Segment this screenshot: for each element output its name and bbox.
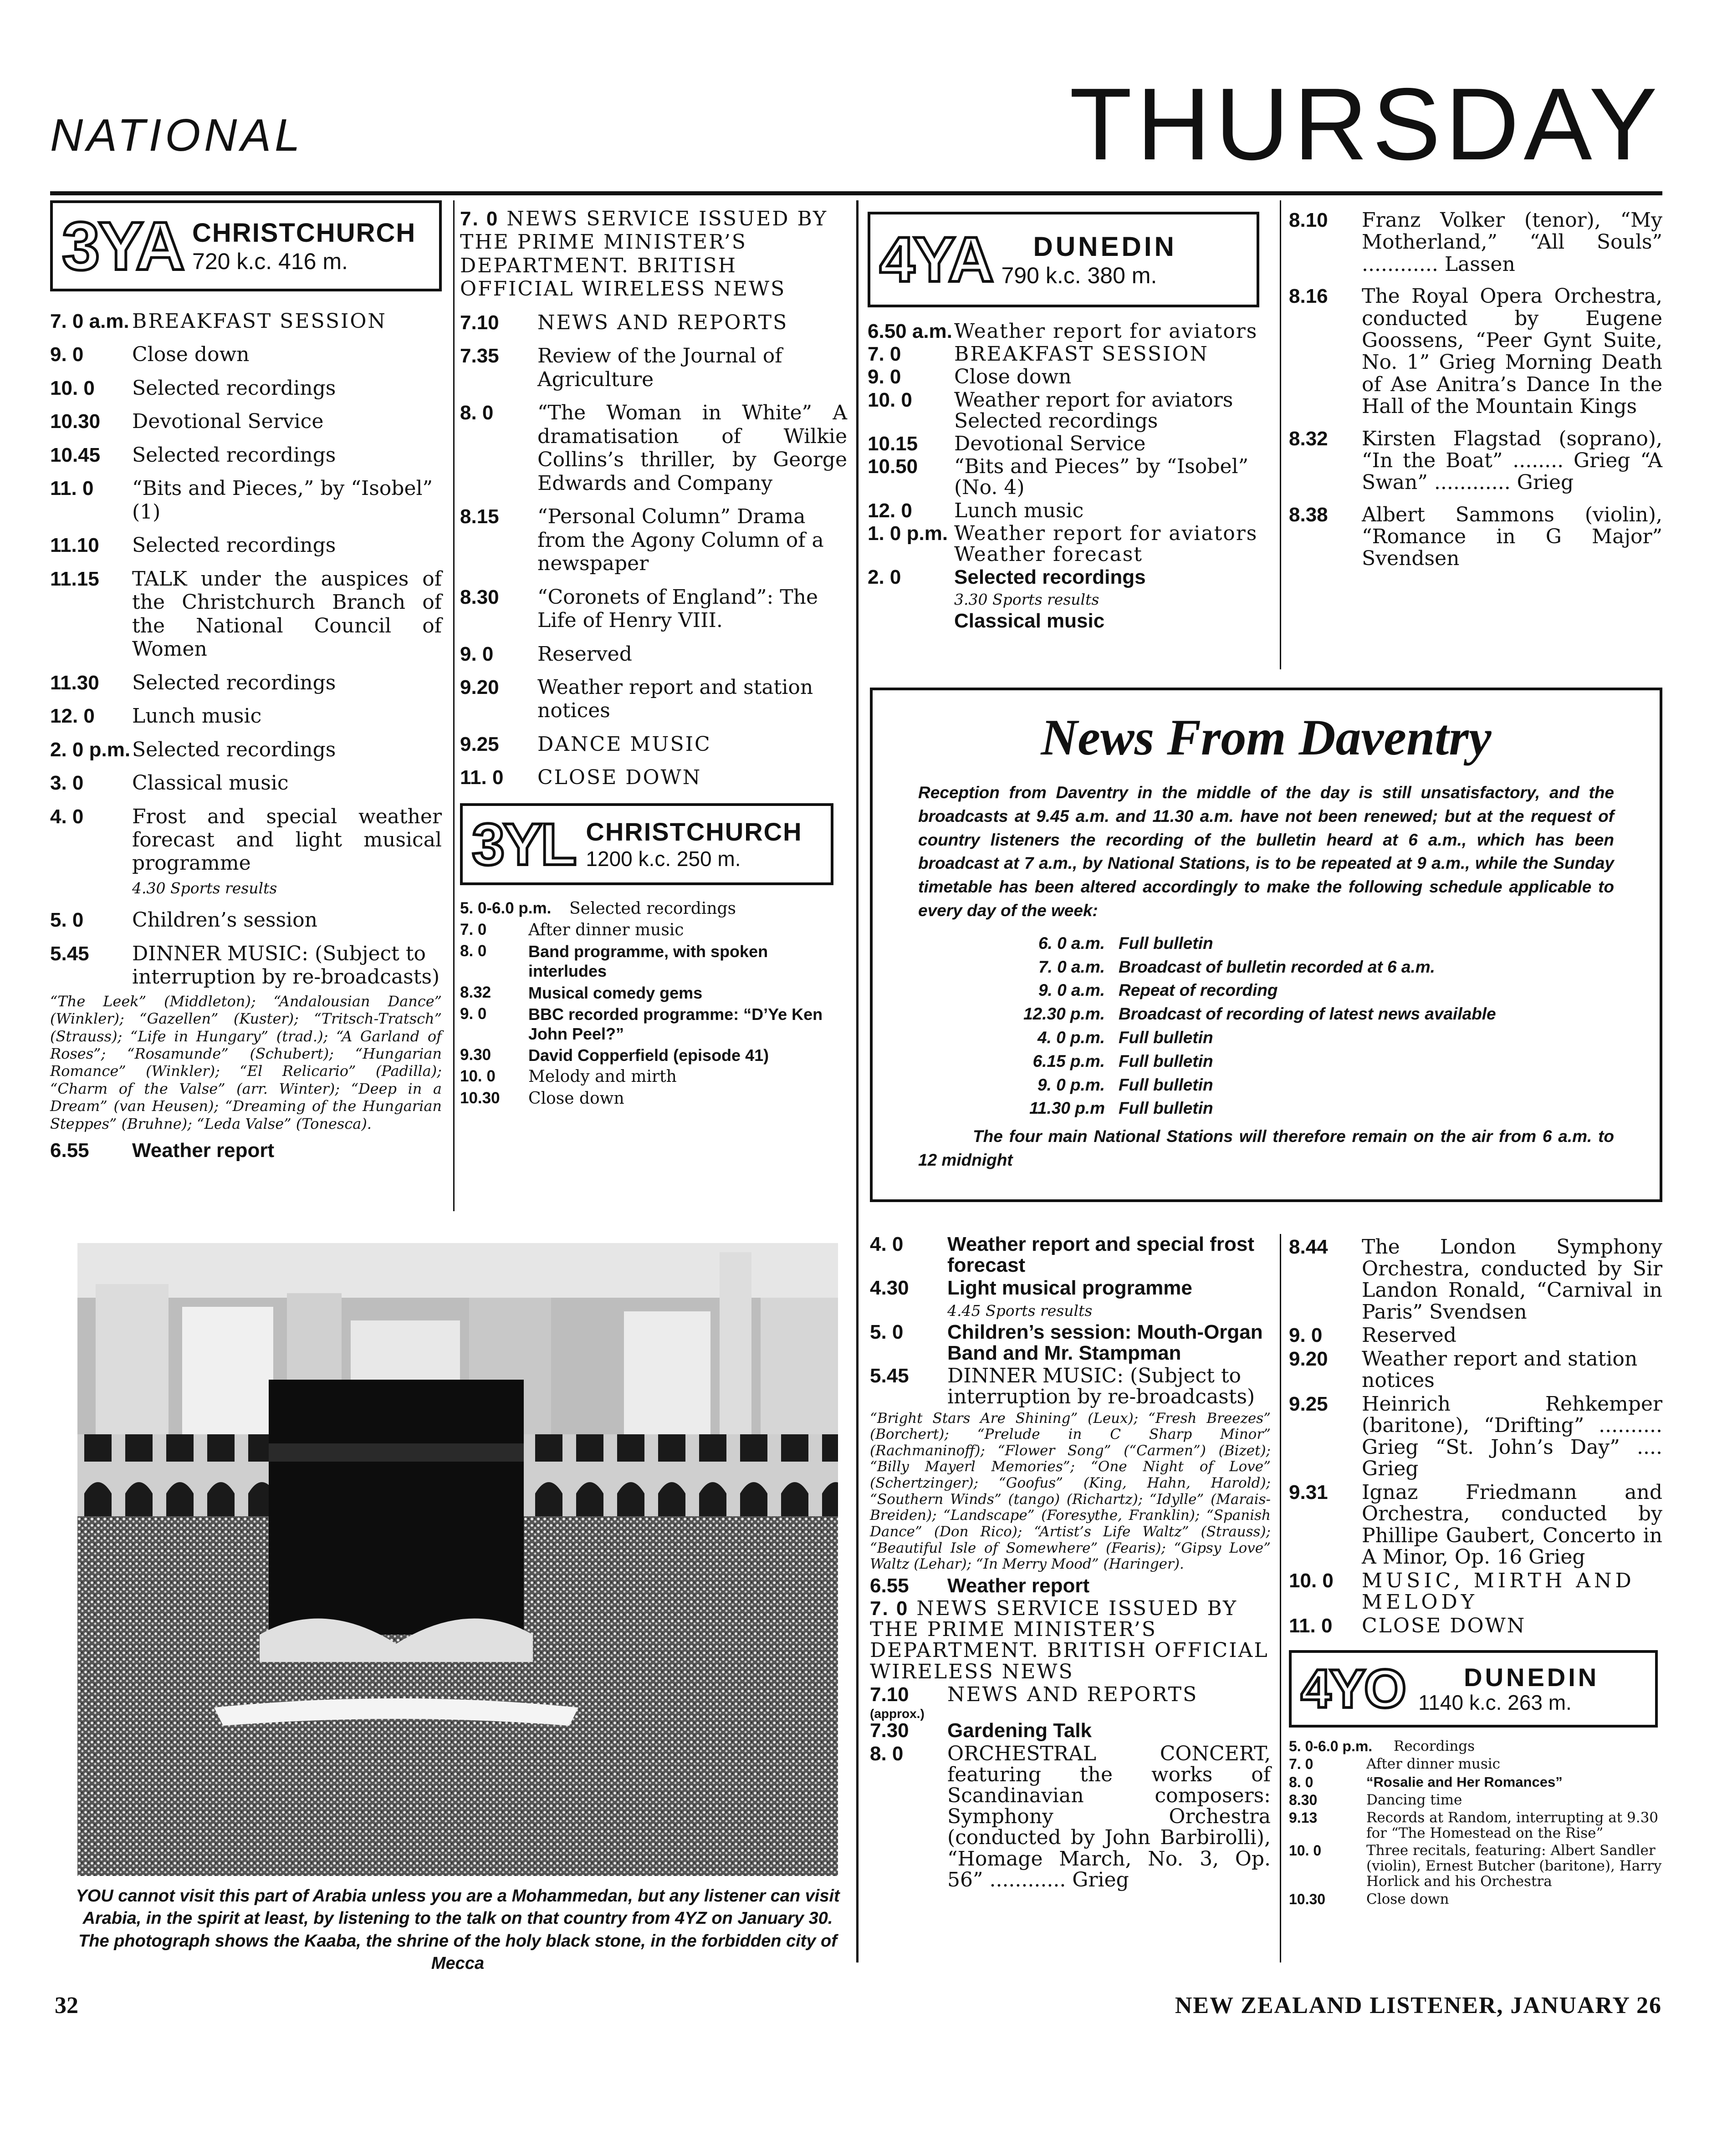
time: 8.32 (460, 983, 491, 1001)
program: NEWS SERVICE ISSUED BY THE PRIME MINISTER’S DEPARTMENT. BRITISH OFFICIAL WIRELESS NEWS (870, 1597, 1269, 1683)
program: Close down (1366, 1891, 1449, 1907)
time: 7. 0 (460, 208, 499, 230)
time: 10.15 (868, 432, 918, 455)
program: Recordings (1394, 1738, 1475, 1755)
time: 10.30 (1289, 1891, 1326, 1907)
column-rule (453, 200, 455, 1211)
program: BREAKFAST SESSION (132, 310, 387, 333)
time: 3. 0 (50, 772, 84, 795)
news-time: 11.30 p.m (1029, 1099, 1105, 1118)
news-item: Broadcast of bulletin recorded at 6 a.m. (1119, 957, 1435, 976)
column-rule (856, 1211, 859, 1962)
time: 6.50 a.m. (868, 320, 952, 342)
time: 9.30 (460, 1046, 491, 1064)
program: TALK under the auspices of the Christchurch Branch of the National Council of Women (132, 567, 442, 661)
header-rule (50, 191, 1662, 195)
program: Classical music (132, 771, 289, 795)
mecca-photo (77, 1243, 838, 1876)
time: 9. 0 (868, 366, 901, 388)
station-frequency: 720 k.c. 416 m. (192, 248, 348, 274)
time: 9.20 (1289, 1347, 1328, 1370)
program: Lunch music (954, 499, 1084, 522)
program: Kirsten Flagstad (soprano), “In the Boat” ........ Grieg “A Swan” ............ Grieg (1362, 427, 1662, 494)
time: 8.30 (1289, 1791, 1318, 1808)
station-frequency: 1200 k.c. 250 m. (586, 846, 741, 871)
program: Musical comedy gems (528, 983, 703, 1002)
news-time: 6. 0 a.m. (1038, 933, 1105, 953)
time: 8.44 (1289, 1236, 1328, 1258)
time: 4. 0 (50, 805, 84, 828)
time: 8.10 (1289, 209, 1328, 231)
program: NEWS AND REPORTS (537, 311, 788, 334)
station-3ya-evening (460, 207, 847, 1110)
station-4ya-late (1289, 1236, 1662, 1909)
time: 9. 0 (50, 343, 84, 366)
program: Light musical programme (947, 1277, 1192, 1300)
photo-caption: YOU cannot visit this part of Arabia unless you are a Mohammedan, but any listener can visit Arabia, in the spirit at least, by listening to the talk on that country from 4YZ on January 30. The photograph shows the Kaaba, the shrine of the holy black stone, in the forbidden city of Mecca (76, 1886, 840, 1973)
time: 9. 0 (1289, 1324, 1323, 1347)
station-logo: 3YL (472, 810, 575, 877)
time: 8.16 (1289, 285, 1328, 308)
time: 7.30 (870, 1719, 909, 1742)
program: Franz Volker (tenor), “My Motherland,” “All Souls” ............ Lassen (1362, 209, 1662, 276)
time: 10. 0 (50, 377, 95, 399)
program-sub: 3.30 Sports results (954, 591, 1099, 609)
program: Children’s session (132, 908, 317, 932)
program: Close down (528, 1089, 624, 1108)
time: 5. 0-6.0 p.m. (1289, 1738, 1373, 1755)
program: Close down (954, 365, 1072, 389)
time: 9.25 (1289, 1392, 1328, 1415)
time: 11.15 (50, 567, 99, 590)
program: Selected recordings (132, 376, 336, 400)
program: Selected recordings (132, 671, 336, 694)
station-4ya-evening (1289, 209, 1662, 580)
program: Weather report and special frost forecast (947, 1233, 1255, 1277)
time: 11. 0 (460, 766, 504, 789)
program-sub: 4.45 Sports results (947, 1301, 1093, 1320)
program: “The Woman in White” A dramatisation of Wilkie Collins’s thriller, by George Edwards and Company (537, 401, 847, 495)
program: Devotional Service (954, 432, 1146, 455)
program: MUSIC, MIRTH AND MELODY (1362, 1569, 1635, 1614)
page-number: 32 (55, 1993, 78, 2018)
station-logo: 3YA (62, 208, 184, 284)
program: Frost and special weather forecast and light musical programme (132, 805, 442, 875)
program: The London Symphony Orchestra, conducted by Sir Landon Ronald, “Carnival in Paris” Svendsen (1362, 1235, 1662, 1324)
station-frequency: 1140 k.c. 263 m. (1418, 1690, 1572, 1714)
time: 10.30 (460, 1089, 500, 1107)
program: Children’s session: Mouth-Organ Band and Mr. Stampman (947, 1320, 1263, 1364)
news-time: 9. 0 a.m. (1038, 981, 1105, 1000)
time: 8. 0 (870, 1742, 904, 1765)
column-rule (1280, 200, 1281, 669)
news-time: 6.15 p.m. (1032, 1051, 1105, 1070)
time: 6.55 (870, 1574, 909, 1597)
news-schedule (991, 932, 1614, 1120)
time: 2. 0 p.m. (50, 738, 131, 761)
program: Weather report (947, 1574, 1090, 1597)
program: Weather report (132, 1139, 275, 1162)
time: 8. 0 (460, 402, 494, 424)
station-city: CHRISTCHURCH (192, 218, 416, 248)
program: DANCE MUSIC (537, 732, 711, 756)
news-time: 12.30 p.m. (1023, 1004, 1105, 1024)
program-sub: 4.30 Sports results (132, 879, 277, 897)
program: “Bits and Pieces” by “Isobel” (No. 4) (954, 455, 1249, 499)
program-note: (approx.) (870, 1707, 925, 1721)
program: Weather report and station notices (537, 675, 813, 723)
section-label: NATIONAL (50, 110, 304, 161)
program: Heinrich Rehkemper (baritone), “Drifting” .......... Grieg “St. John’s Day” .... Grieg (1362, 1392, 1662, 1481)
news-from-daventry (870, 688, 1662, 1202)
time: 10.50 (868, 455, 918, 478)
station-header-4yo (1289, 1650, 1658, 1728)
time: 4.30 (870, 1277, 909, 1300)
program: Selected recordings (569, 899, 736, 918)
station-header-3yl (460, 803, 833, 885)
time: 7.35 (460, 345, 499, 367)
dinner-music-list: “The Leek” (Middleton); “Andalousian Dance” (Winkler); “Gazellen” (Kuster); “Tritsch-Tratsch” (Strauss); “Life in Hungary” (trad.); “A Garland of Roses”; “Rosamunde” (Schubert); “Hungarian Romance” (Winkler); “El Relicario” (Padilla); “Charm of the Valse” (arr. Winter); “Deep in a Dream” (van Heusen); “Dreaming of the Hungarian Steppes” (Bruhne); “Leda Valse” (Tonesca). (50, 992, 442, 1132)
time: 7.10 (460, 311, 499, 334)
program: “Personal Column” Drama from the Agony Column of a newspaper (537, 505, 824, 576)
kaaba-illustration (77, 1243, 838, 1876)
time: 7. 0 (460, 921, 487, 939)
news-item: Full bulletin (1119, 1075, 1213, 1094)
station-city: DUNEDIN (1464, 1663, 1600, 1692)
news-title: News From Daventry (1041, 709, 1492, 766)
program: Weather report and station notices (1362, 1347, 1638, 1392)
schedule-list (50, 310, 442, 1162)
station-4ya-afternoon (870, 1234, 1271, 1892)
station-3ya (50, 200, 442, 1172)
time: 9. 0 (460, 642, 494, 665)
time: 9. 0 (460, 1004, 487, 1023)
program: CLOSE DOWN (537, 766, 702, 790)
station-frequency: 790 k.c. 380 m. (1001, 262, 1157, 288)
news-item: Full bulletin (1119, 1099, 1213, 1118)
time: 5. 0-6.0 p.m. (460, 899, 552, 917)
column-rule (856, 200, 859, 1211)
news-item: Full bulletin (1119, 933, 1213, 953)
station-logo: 4YA (879, 224, 992, 295)
program: Selected recordings (132, 534, 336, 557)
program: Devotional Service (132, 410, 324, 433)
time: 8.32 (1289, 427, 1328, 450)
program: Review of the Journal of Agriculture (537, 344, 782, 391)
program: Albert Sammons (violin), “Romance in G Major” Svendsen (1362, 503, 1662, 571)
program: Records at Random, interrupting at 9.30 for “The Homestead on the Rise” (1366, 1809, 1659, 1842)
news-item: Full bulletin (1119, 1051, 1213, 1070)
program: Band programme, with spoken interludes (528, 942, 768, 981)
program: “Bits and Pieces,” by “Isobel” (1) (132, 477, 433, 524)
schedule-list-4yo (1289, 1738, 1662, 1907)
dinner-music-list: “Bright Stars Are Shining” (Leux); “Fresh Breezes” (Borchert); “Prelude in C Sharp Minor” (Rachmaninoff); “Flower Song” (“Carmen”) (Bizet); “Billy Mayerl Memories”; “One Night of Love” (Schertzinger); “Goofus” (King, Hahn, Harold); “Southern Winds” (tango) (Richartz); “Idylle” (Marais-Breiden); “Landscape” (Foresythe, Franklin); “Spanish Dance” (Don Rico); “Artist’s Life Waltz” (Strauss); “Beautiful Isle of Somewhere” (Fearis); “Gipsy Love” Waltz (Lehar); “In Merry Mood” (Haringer). (870, 1410, 1271, 1573)
time: 11.10 (50, 534, 99, 557)
time: 9.31 (1289, 1481, 1328, 1504)
program: Gardening Talk (947, 1719, 1092, 1742)
time: 10. 0 (460, 1067, 496, 1086)
station-city: CHRISTCHURCH (586, 817, 802, 846)
program: ORCHESTRAL CONCERT, featuring the works of Scandinavian composers: Symphony Orchestra (conducted by John Barbirolli), “Homage March, No. 3, Op. 56” ............ Grieg (947, 1742, 1271, 1891)
program: After dinner music (528, 921, 684, 940)
news-time: 7. 0 a.m. (1038, 957, 1105, 976)
program: Close down (132, 343, 250, 367)
news-time: 9. 0 p.m. (1037, 1075, 1105, 1094)
schedule-list (868, 321, 1268, 632)
time: 8.15 (460, 505, 499, 528)
time: 6.55 (50, 1139, 89, 1162)
program: Three recitals, featuring: Albert Sandler (violin), Ernest Butcher (baritone), Harry Horlick and his Orchestra (1366, 1842, 1662, 1890)
time: 4. 0 (870, 1233, 904, 1255)
time: 8. 0 (1289, 1774, 1313, 1790)
time: 10. 0 (1289, 1842, 1322, 1859)
station-4ya (868, 212, 1268, 632)
program: Reserved (1362, 1324, 1456, 1347)
program: Selected recordings (132, 443, 336, 467)
program: The Royal Opera Orchestra, conducted by Eugene Goossens, “Peer Gynt Suite, No. 1” Grieg Morning Death of Ase Anitra’s Dance In the Hall of the Mountain Kings (1362, 285, 1662, 418)
time: 7. 0 (1289, 1756, 1313, 1773)
program: DINNER MUSIC: (Subject to interruption by re-broadcasts) (947, 1364, 1255, 1409)
time: 9.20 (460, 676, 499, 698)
time: 10. 0 (1289, 1569, 1334, 1592)
time: 2. 0 (868, 566, 901, 589)
program: Lunch music (132, 704, 262, 728)
time: 1. 0 p.m. (868, 522, 948, 545)
schedule-list-3yl (460, 899, 847, 1108)
time: 12. 0 (868, 499, 912, 522)
program: Ignaz Friedmann and Orchestra, conducted by Phillipe Gaubert, Concerto in A Minor, Op. 16 Grieg (1362, 1480, 1662, 1569)
time: 7. 0 (870, 1597, 909, 1620)
time: 5.45 (870, 1365, 909, 1387)
program: BBC recorded programme: “D’Ye Ken John Peel?” (528, 1004, 823, 1043)
station-header-3ya (50, 200, 442, 291)
news-item: Full bulletin (1119, 1028, 1213, 1047)
publication-line: NEW ZEALAND LISTENER, JANUARY 26 (1175, 1993, 1662, 2018)
program: CLOSE DOWN (1362, 1614, 1526, 1637)
program: “Rosalie and Her Romances” (1366, 1774, 1563, 1790)
program: NEWS AND REPORTS (947, 1682, 1198, 1706)
program: Weather report for aviators Selected recordings (954, 388, 1233, 433)
time: 7.10 (870, 1683, 909, 1706)
time: 12. 0 (50, 705, 95, 728)
program: Classical music (954, 610, 1105, 632)
column-rule (1280, 1234, 1281, 1962)
time: 9.13 (1289, 1809, 1318, 1826)
time: 5.45 (50, 942, 89, 965)
program: Dancing time (1366, 1791, 1462, 1808)
time: 11. 0 (50, 477, 94, 500)
program: “Coronets of England”: The Life of Henry VIII. (537, 585, 818, 632)
time: 9.25 (460, 733, 499, 755)
news-item: Repeat of recording (1119, 981, 1278, 1000)
station-city: DUNEDIN (1033, 231, 1177, 262)
program: NEWS SERVICE ISSUED BY THE PRIME MINISTER’S DEPARTMENT. BRITISH OFFICIAL WIRELESS NEWS (460, 207, 828, 301)
time: 7. 0 a.m. (50, 310, 129, 332)
program: David Copperfield (episode 41) (528, 1046, 769, 1065)
program: BREAKFAST SESSION (954, 342, 1209, 366)
program: After dinner music (1366, 1756, 1501, 1773)
program: Selected recordings (954, 566, 1146, 589)
news-intro: Reception from Daventry in the middle of the day is still unsatisfactory, and the broadcasts at 9.45 a.m. and 11.30 a.m. have not been renewed; but at the request of country listeners the recording of the bulletin heard at 6 a.m., which has been broadcast at 7 a.m., by National Stations, is to be repeated at 9 a.m., while the Sunday timetable has been altered accordingly to make the following schedule applicable to every day of the week: (918, 783, 1614, 920)
station-header-4ya (868, 212, 1259, 307)
news-item: Broadcast of recording of latest news available (1119, 1004, 1496, 1024)
program: Selected recordings (132, 738, 336, 761)
time: 5. 0 (870, 1320, 904, 1343)
time: 10. 0 (868, 388, 912, 411)
news-outro: The four main National Stations will therefore remain on the air from 6 a.m. to 12 midnight (918, 1127, 1614, 1169)
station-logo: 4YO (1301, 1658, 1405, 1720)
time: 8. 0 (460, 942, 487, 960)
program: DINNER MUSIC: (Subject to interruption by re-broadcasts) (132, 942, 440, 989)
time: 7. 0 (868, 343, 901, 366)
day-heading: THURSDAY (1069, 66, 1662, 181)
program: Melody and mirth (528, 1067, 677, 1086)
time: 10.30 (50, 410, 101, 433)
program: Weather report for aviators (954, 320, 1258, 343)
program: Reserved (537, 642, 632, 666)
program: Weather report for aviators Weather forecast (954, 521, 1258, 566)
time: 11. 0 (1289, 1614, 1333, 1637)
time: 11.30 (50, 671, 99, 694)
news-time: 4. 0 p.m. (1037, 1028, 1105, 1047)
time: 8.38 (1289, 503, 1328, 526)
time: 10.45 (50, 443, 101, 466)
time: 8.30 (460, 586, 499, 608)
time: 5. 0 (50, 909, 84, 932)
